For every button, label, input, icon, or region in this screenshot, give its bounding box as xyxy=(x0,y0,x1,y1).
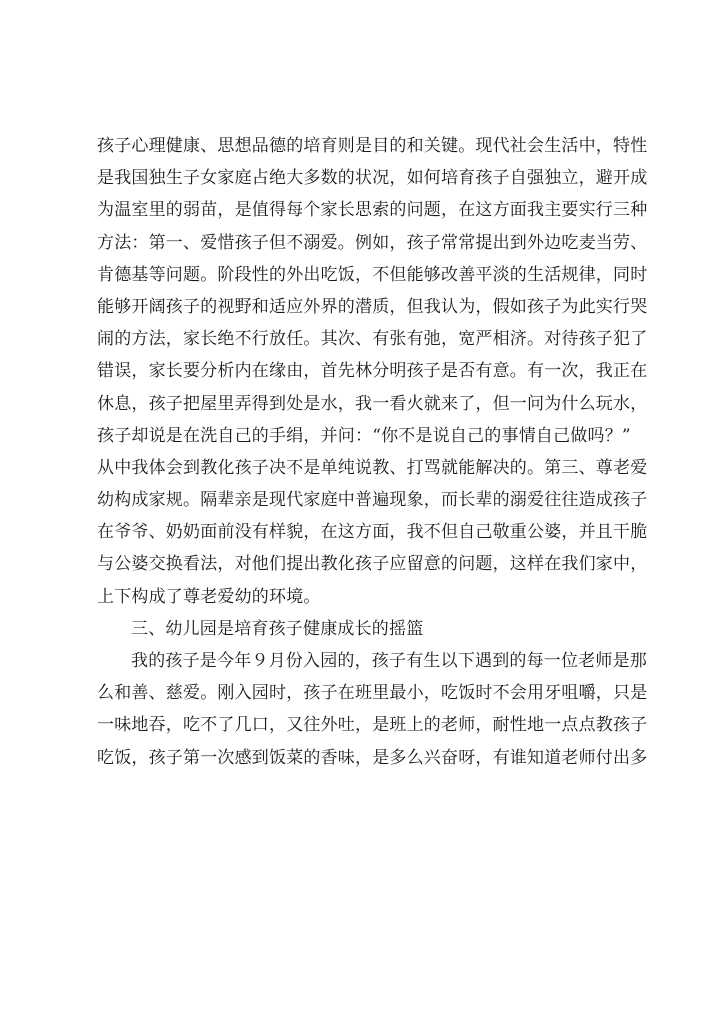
text-line: 为温室里的弱苗，是值得每个家长思索的问题，在这方面我主要实行三种 xyxy=(97,200,648,221)
paragraph-1 xyxy=(97,130,648,613)
text-line: 一味地吞，吃不了几口，又往外吐，是班上的老师，耐性地一点点教孩子 xyxy=(97,715,648,736)
text-line: 与公婆交换看法，对他们提出教化孩子应留意的问题，这样在我们家中， xyxy=(97,554,648,575)
section-heading: 三、幼儿园是培育孩子健康成长的摇篮 xyxy=(131,618,424,639)
text-line: 孩子却说是在洗自己的手绢，并问：“你不是说自己的事情自己做吗？” xyxy=(97,425,631,446)
text-line: 上下构成了尊老爱幼的环境。 xyxy=(97,586,321,607)
text-line: 方法：第一、爱惜孩子但不溺爱。例如，孩子常常提出到外边吃麦当劳、 xyxy=(97,232,648,253)
document-page xyxy=(97,130,648,774)
text-line: 闹的方法，家长绝不行放任。其次、有张有弛，宽严相济。对待孩子犯了 xyxy=(97,329,648,350)
text-line: 从中我体会到教化孩子决不是单纯说教、打骂就能解决的。第三、尊老爱 xyxy=(97,457,648,478)
text-line: 错误，家长要分析内在缘由，首先林分明孩子是否有意。有一次，我正在 xyxy=(97,361,648,382)
text-line: 我的孩子是今年９月份入园的，孩子有生以下遇到的每一位老师是那 xyxy=(131,651,647,671)
text-line: 么和善、慈爱。刚入园时，孩子在班里最小，吃饭时不会用牙咀嚼，只是 xyxy=(97,683,648,704)
text-line: 休息，孩子把屋里弄得到处是水，我一看火就来了，但一问为什么玩水， xyxy=(97,393,648,414)
text-line: 肯德基等问题。阶段性的外出吃饭，不但能够改善平淡的生活规律，同时 xyxy=(97,264,648,285)
text-line: 在爷爷、奶奶面前没有样貌，在这方面，我不但自己敬重公婆，并且干脆 xyxy=(97,522,648,543)
text-line: 孩子心理健康、思想品德的培育则是目的和关键。现代社会生活中，特性 xyxy=(97,136,648,156)
paragraph-2 xyxy=(97,645,648,774)
text-line: 能够开阔孩子的视野和适应外界的潜质，但我认为，假如孩子为此实行哭 xyxy=(97,296,648,317)
text-line: 幼构成家规。隔辈亲是现代家庭中普遍现象，而长辈的溺爱往往造成孩子 xyxy=(97,490,648,511)
text-line: 吃饭，孩子第一次感到饭菜的香味，是多么兴奋呀，有谁知道老师付出多 xyxy=(97,747,648,768)
text-line: 是我国独生子女家庭占绝大多数的状况，如何培育孩子自强独立，避开成 xyxy=(97,168,648,189)
